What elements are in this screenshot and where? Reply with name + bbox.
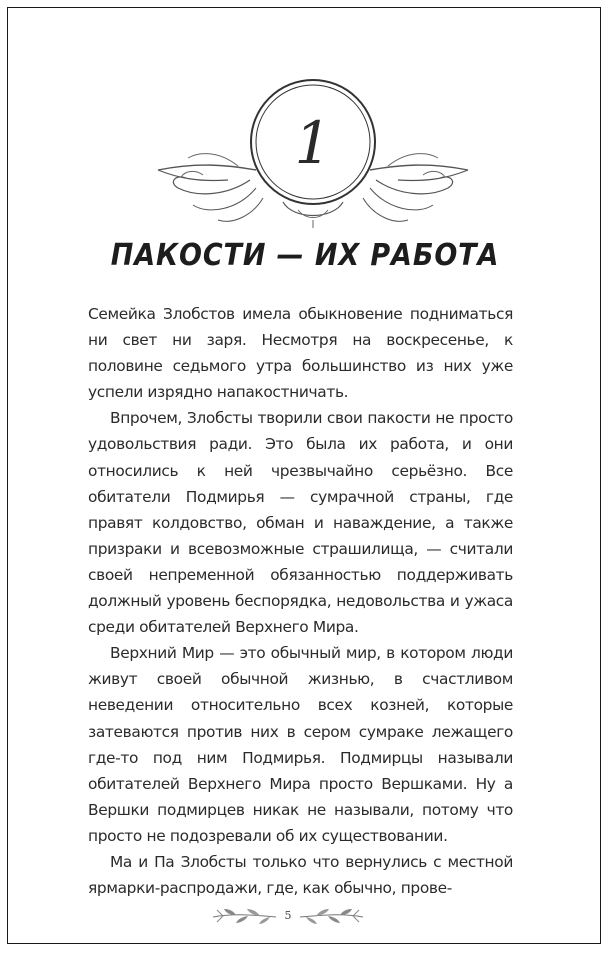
book-page <box>7 7 601 944</box>
paragraph-2: Впрочем, Злобсты творили свои пакости не просто удовольствия ради. Это была их работа, и они относились к ней чрезвычайно серьёзно. Все обитатели Подмирья — сумрачной страны, где правят колдовство, обман и наваждение, а также призраки и всевозможные страшилища, — считали своей непременной обязанностью поддерживать должный уровень беспорядка, недовольства и ужаса среди обитателей Верхнего Мира. <box>88 409 513 637</box>
chapter-number: 1 <box>294 109 332 177</box>
page-number: 5 <box>284 909 292 922</box>
paragraph-4: Ма и Па Злобсты только что вернулись с местной ярмарки-распродажи, где, как обычно, прове- <box>88 852 513 898</box>
paragraph-3: Верхний Мир — это обычный мир, в котором люди живут своей обычной жизнью, в счастливом неведении относительно всех козней, которые затеваются против них в сером сумраке лежащего где-то под ним Подмирья. Подмирцы называли обитателей Верхнего Мира просто Вершками. Ну а Вершки подмирцев никак не называли, потому что просто не подозревали об их существовании. <box>88 644 513 845</box>
chapter-ornament <box>138 70 488 240</box>
page-footer <box>208 903 368 933</box>
chapter-body <box>88 301 513 901</box>
chapter-title: ПАКОСТИ — ИХ РАБОТА <box>110 238 500 273</box>
paragraph-1: Семейка Злобстов имела обыкновение подниматься ни свет ни заря. Несмотря на воскресенье, к половине седьмого утра большинство из них уже успели изрядно напакостничать. <box>88 305 513 402</box>
